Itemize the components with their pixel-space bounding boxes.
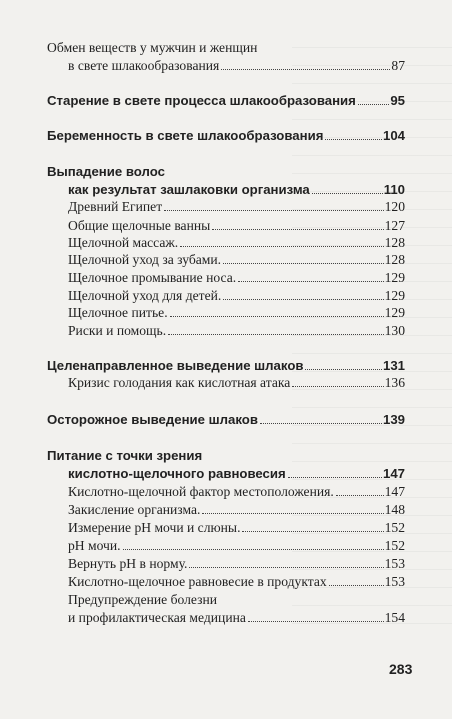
dot-leader	[260, 423, 382, 424]
toc-entry[interactable]	[68, 466, 405, 481]
toc-entry[interactable]	[68, 574, 405, 590]
dot-leader	[221, 69, 390, 70]
toc-section-heading: Выпадение волос	[47, 164, 165, 179]
toc-entry[interactable]	[68, 484, 405, 500]
toc-page-number: 129	[384, 270, 405, 285]
toc-page-number: 152	[384, 538, 405, 553]
dot-leader	[336, 495, 384, 496]
toc-entry-title: Щелочной массаж.	[68, 235, 179, 250]
toc-entry-title: Старение в свете процесса шлакообразования	[47, 93, 356, 108]
toc-page-number: 95	[390, 93, 405, 108]
dot-leader	[123, 549, 384, 550]
dot-leader	[288, 477, 382, 478]
toc-page-number: 104	[382, 128, 405, 143]
toc-entry-title: Общие щелочные ванны	[68, 218, 211, 233]
toc-entry-line: Предупреждение болезни	[68, 592, 218, 607]
toc-page-number: 152	[384, 520, 405, 535]
toc-entry-title: в свете шлакообразования	[68, 58, 220, 73]
toc-entry-title: Закисление организма.	[68, 502, 201, 517]
toc-entry[interactable]	[47, 93, 405, 108]
dot-leader	[180, 246, 383, 247]
toc-entry-title: pH мочи.	[68, 538, 121, 553]
toc-entry[interactable]	[68, 538, 405, 554]
toc-entry-title: Беременность в свете шлакообразования	[47, 128, 324, 143]
toc-page-number: 127	[384, 218, 405, 233]
dot-leader	[325, 139, 382, 140]
toc-section-heading: Питание с точки зрения	[47, 448, 203, 463]
toc-page-number: 153	[384, 556, 405, 571]
dot-leader	[202, 513, 383, 514]
toc-entry[interactable]	[47, 412, 405, 427]
toc-page-number: 120	[384, 199, 405, 214]
dot-leader	[312, 193, 383, 194]
dot-leader	[242, 531, 383, 532]
toc-entry-title: Осторожное выведение шлаков	[47, 412, 258, 427]
page-number: 283	[389, 661, 413, 677]
dot-leader	[212, 229, 383, 230]
dot-leader	[223, 263, 384, 264]
dot-leader	[248, 621, 384, 622]
toc-entry[interactable]	[68, 502, 405, 518]
toc-entry-title: как результат зашлаковки организма	[68, 182, 310, 197]
toc-entry[interactable]	[68, 375, 405, 391]
dot-leader	[358, 104, 389, 105]
dot-leader	[164, 210, 383, 211]
toc-page-number: 136	[384, 375, 405, 390]
toc-entry[interactable]	[68, 199, 405, 215]
toc-entry-title: Щелочное промывание носа.	[68, 270, 237, 285]
dot-leader	[292, 386, 383, 387]
toc-entry-title: Вернуть pH в норму.	[68, 556, 188, 571]
toc-entry[interactable]	[68, 252, 405, 268]
toc-entry[interactable]	[68, 610, 405, 626]
toc-page-number: 130	[384, 323, 405, 338]
toc-page-number: 129	[384, 305, 405, 320]
dot-leader	[223, 299, 383, 300]
toc-entry-title: Измерение pH мочи и слюны.	[68, 520, 241, 535]
toc-page-number: 110	[383, 182, 405, 197]
toc-entry-line: Обмен веществ у мужчин и женщин	[47, 40, 258, 55]
toc-entry-title: Кризис голодания как кислотная атака	[68, 375, 291, 390]
toc-entry[interactable]	[68, 288, 405, 304]
toc-entry-title: Целенаправленное выведение шлаков	[47, 358, 304, 373]
toc-page-number: 147	[382, 466, 405, 481]
dot-leader	[189, 567, 383, 568]
toc-page-number: 139	[382, 412, 405, 427]
dot-leader	[238, 281, 383, 282]
toc-page-number: 129	[384, 288, 405, 303]
toc-page-number: 87	[391, 58, 405, 73]
toc-page-number: 128	[384, 235, 405, 250]
toc-entry[interactable]	[68, 218, 405, 234]
toc-entry[interactable]	[68, 270, 405, 286]
dot-leader	[305, 369, 382, 370]
toc-entry-title: кислотно-щелочного равновесия	[68, 466, 286, 481]
toc-entry[interactable]	[68, 323, 405, 339]
toc-entry[interactable]	[68, 235, 405, 251]
toc-entry-title: Риски и помощь.	[68, 323, 167, 338]
toc-entry[interactable]	[47, 358, 405, 373]
toc-entry-title: и профилактическая медицина	[68, 610, 246, 625]
toc-entry-title: Древний Египет	[68, 199, 163, 214]
toc-entry[interactable]	[68, 556, 405, 572]
toc-page-number: 154	[384, 610, 405, 625]
dot-leader	[168, 334, 384, 335]
toc-page-number: 147	[384, 484, 405, 499]
toc-page-number: 148	[384, 502, 405, 517]
toc-entry[interactable]	[68, 58, 405, 74]
toc-entry-title: Щелочное питье.	[68, 305, 168, 320]
toc-entry-title: Кислотно-щелочной фактор местоположения.	[68, 484, 334, 499]
dot-leader	[329, 585, 384, 586]
toc-page-number: 128	[384, 252, 405, 267]
toc-entry[interactable]	[68, 520, 405, 536]
toc-entry[interactable]	[47, 128, 405, 143]
dot-leader	[170, 316, 384, 317]
toc-page-number: 153	[384, 574, 405, 589]
toc-entry-title: Щелочной уход для детей.	[68, 288, 222, 303]
toc-entry-title: Кислотно-щелочное равновесие в продуктах	[68, 574, 327, 589]
toc-entry[interactable]	[68, 182, 405, 197]
toc-page-number: 131	[382, 358, 405, 373]
toc-entry[interactable]	[68, 305, 405, 321]
toc-entry-title: Щелочной уход за зубами.	[68, 252, 222, 267]
